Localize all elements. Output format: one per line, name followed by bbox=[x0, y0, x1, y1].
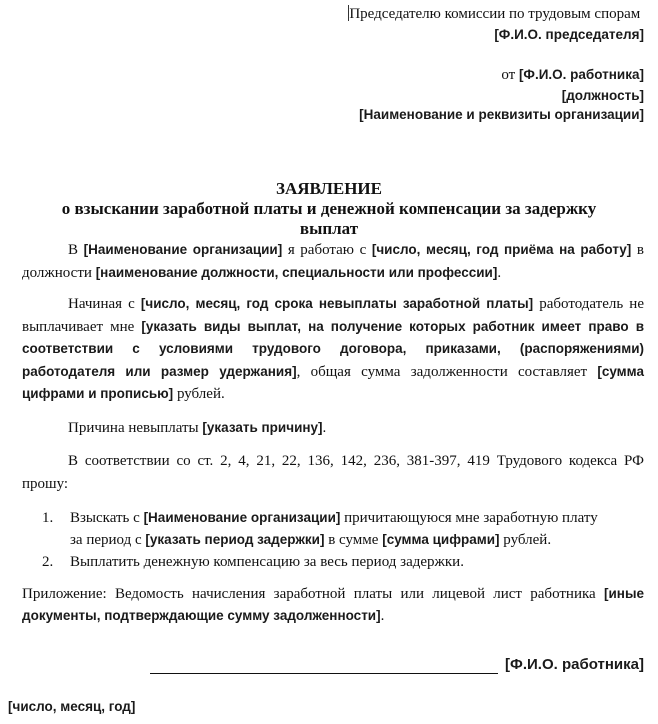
paragraph-reason bbox=[22, 417, 644, 440]
signature-name: [Ф.И.О. работника] bbox=[505, 656, 644, 673]
placeholder-organization: [Наименование организации] bbox=[143, 510, 341, 525]
text: рублей. bbox=[499, 532, 552, 548]
placeholder-debt-amount: [сумма цифрами и прописью] bbox=[22, 363, 644, 401]
list-number: 1. bbox=[42, 510, 54, 526]
text: , общая сумма задолженности составляет bbox=[296, 363, 598, 380]
list-number: 2. bbox=[42, 554, 54, 570]
text: Начиная с bbox=[68, 296, 141, 312]
employee-name: [Ф.И.О. работника] bbox=[518, 67, 644, 82]
placeholder-amount: [сумма цифрами] bbox=[382, 532, 500, 547]
employee-position: [должность] bbox=[561, 87, 644, 103]
paragraph-employment bbox=[22, 239, 644, 284]
placeholder-position: [наименование должности, специальности или профессии] bbox=[95, 264, 498, 280]
placeholder-hire-date: [число, месяц, год приёма на работу] bbox=[371, 242, 632, 257]
text: Приложение: Ведомость начисления заработной платы или лицевой лист работника bbox=[22, 586, 604, 602]
chair-name: [Ф.И.О. председателя] bbox=[494, 26, 644, 42]
addressee-text: Председателю комиссии по трудовым спорам bbox=[349, 6, 641, 22]
appendix bbox=[22, 583, 644, 627]
text: в должности bbox=[22, 242, 644, 281]
text: Причина невыплаты bbox=[68, 420, 203, 436]
addressee bbox=[348, 5, 644, 25]
placeholder-other-documents: [иные документы, подтверждающие сумму задолженности] bbox=[22, 586, 644, 623]
placeholder-nonpayment-date: [число, месяц, год срока невыплаты заработной платы] bbox=[140, 296, 534, 311]
text: В bbox=[68, 242, 84, 258]
document-title bbox=[20, 179, 638, 239]
title-main: ЗАЯВЛЕНИЕ bbox=[275, 179, 382, 198]
title-subtitle: о взыскании заработной платы и денежной компенсации за задержку выплат bbox=[61, 199, 597, 238]
placeholder-organization: [Наименование организации] bbox=[83, 242, 283, 257]
text: . bbox=[380, 608, 385, 624]
employee-organization: [Наименование и реквизиты организации] bbox=[359, 107, 644, 122]
request-item-1 bbox=[42, 507, 606, 551]
from-line bbox=[348, 65, 644, 86]
text: . bbox=[322, 420, 327, 436]
placeholder-payment-types: [указать виды выплат, на получение которых работник имеет право в соответствии с условиями трудового договора, приказами, (распоряжениями) работодателя или размер удержания] bbox=[22, 318, 645, 379]
header-block bbox=[348, 5, 644, 125]
text: Взыскать с bbox=[70, 510, 144, 526]
text: в сумме bbox=[324, 532, 383, 548]
signature-line bbox=[150, 673, 498, 674]
from-prefix: от bbox=[501, 67, 519, 83]
placeholder-reason: [указать причину] bbox=[202, 420, 323, 435]
paragraph-legal-basis: В соответствии со ст. 2, 4, 21, 22, 136, 142, 236, 381-397, 419 Трудового кодекса РФ прошу: bbox=[22, 453, 644, 492]
placeholder-delay-period: [указать период задержки] bbox=[145, 532, 325, 547]
text: я работаю с bbox=[282, 242, 372, 258]
request-item-2 bbox=[42, 551, 606, 573]
text: причитающуюся мне заработную плату за период с bbox=[70, 510, 598, 548]
text: работодатель не выплачивает мне bbox=[22, 296, 644, 335]
text: . bbox=[497, 264, 502, 281]
signature-date: [число, месяц, год] bbox=[8, 699, 136, 714]
text: рублей. bbox=[173, 386, 225, 402]
paragraph-nonpayment bbox=[22, 293, 644, 406]
text: Выплатить денежную компенсацию за весь период задержки. bbox=[70, 554, 464, 570]
